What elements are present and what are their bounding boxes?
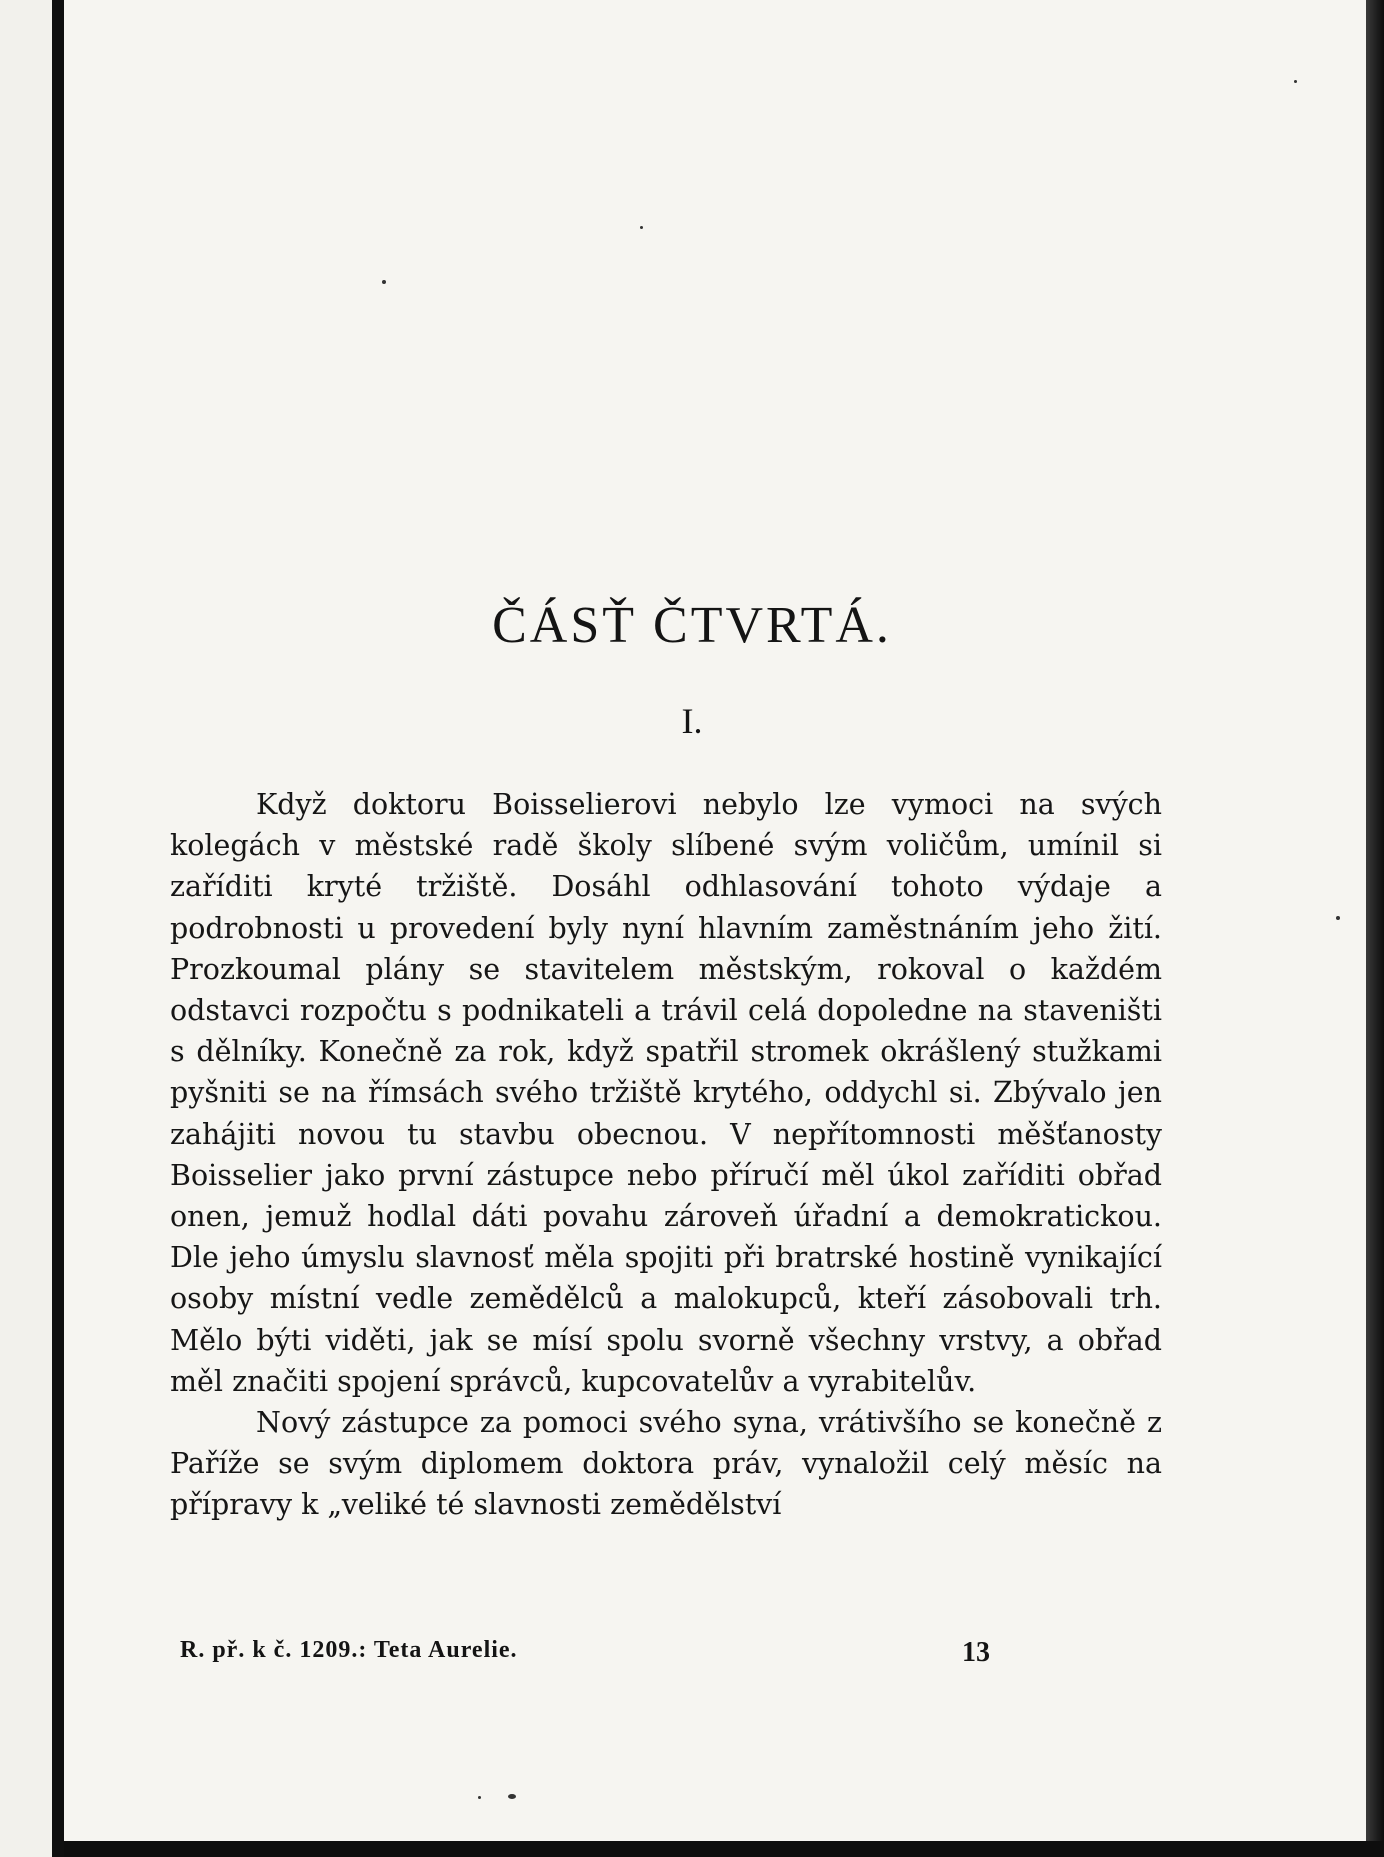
previous-page-edge xyxy=(0,0,52,1857)
page-number: 13 xyxy=(962,1637,990,1668)
speck xyxy=(640,226,643,229)
body-text xyxy=(170,784,1162,1526)
page-footer xyxy=(180,1637,990,1669)
printer-signature: R. př. k č. 1209.: Teta Aurelie. xyxy=(180,1637,518,1663)
speck xyxy=(478,1796,481,1799)
speck xyxy=(508,1794,516,1799)
speck xyxy=(1336,916,1340,920)
gutter-shadow xyxy=(52,0,64,1857)
paragraph: Nový zástupce za pomoci svého syna, vrátivšího se konečně z Paříže se svým diplomem doktora práv, vynaložil celý měsíc na přípravy k „veliké té slavnosti zemědělství xyxy=(170,1406,1162,1522)
page-bottom-edge xyxy=(64,1841,1384,1857)
speck xyxy=(382,280,386,284)
paragraph: Když doktoru Boisselierovi nebylo lze vymoci na svých kolegách v městské radě školy slíbené svým voličům, umínil si zaříditi kryté tržiště. Dosáhl odhlasování tohoto výdaje a podrobnosti u provedení byly nyní hlavním zaměstnáním jeho žití. Prozkoumal plány se stavitelem městským, rokoval o každém odstavci rozpočtu s podnikateli a trávil celá dopoledne na staveništi s dělníky. Konečně za rok, když spatřil stromek okrášlený stužkami pyšniti se na římsách svého tržiště krytého, oddychl si. Zbývalo jen zahájiti novou tu stavbu obecnou. V nepřítomnosti měšťanosty Boisselier jako první zástupce nebo příručí měl úkol zaříditi obřad onen, jemuž hodlal dáti povahu zároveň úřadní a demokratickou. Dle jeho úmyslu slavnosť měla spojiti při bratrské hostině vynikající osoby místní vedle zemědělců a malokupců, kteří zásobovali trh. Mělo býti viděti, jak se mísí spolu svorně všechny vrstvy, a obřad měl značiti spojení správců, kupcovatelův a vyrabitelův. xyxy=(170,788,1162,1398)
speck xyxy=(1294,80,1297,83)
page-right-edge xyxy=(1366,0,1384,1857)
section-number: I. xyxy=(681,701,703,741)
chapter-title: ČÁSŤ ČTVRTÁ. xyxy=(492,597,892,654)
